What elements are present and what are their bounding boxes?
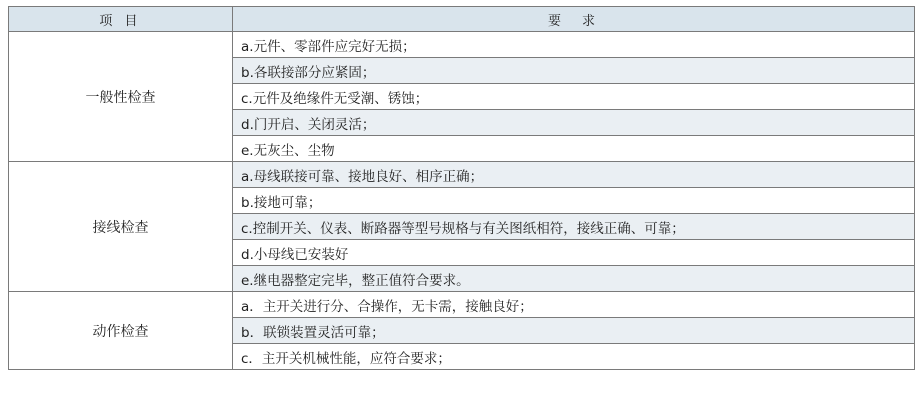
inspection-requirements-table (8, 6, 915, 370)
group-name: 动作检查 (9, 292, 233, 370)
table-row (9, 292, 915, 318)
group-name: 一般性检查 (9, 32, 233, 162)
table-row (9, 32, 915, 58)
requirement-cell: b.各联接部分应紧固； (233, 58, 915, 84)
requirement-cell: b.接地可靠； (233, 188, 915, 214)
requirement-cell: c.控制开关、仪表、断路器等型号规格与有关图纸相符，接线正确、可靠； (233, 214, 915, 240)
requirement-cell: a.母线联接可靠、接地良好、相序正确； (233, 162, 915, 188)
header-requirement: 要 求 (233, 7, 915, 32)
requirement-cell: c.元件及绝缘件无受潮、锈蚀； (233, 84, 915, 110)
requirement-cell: e.无灰尘、尘物 (233, 136, 915, 162)
requirement-cell: a．主开关进行分、合操作，无卡需，接触良好； (233, 292, 915, 318)
group-name: 接线检查 (9, 162, 233, 292)
table-row (9, 162, 915, 188)
requirement-cell: d.小母线已安装好 (233, 240, 915, 266)
table-header-row (9, 7, 915, 32)
requirement-cell: e.继电器整定完毕，整正值符合要求。 (233, 266, 915, 292)
requirement-cell: b．联锁装置灵活可靠； (233, 318, 915, 344)
requirement-cell: d.门开启、关闭灵活； (233, 110, 915, 136)
header-item: 项 目 (9, 7, 233, 32)
requirement-cell: c．主开关机械性能，应符合要求； (233, 344, 915, 370)
requirement-cell: a.元件、零部件应完好无损； (233, 32, 915, 58)
